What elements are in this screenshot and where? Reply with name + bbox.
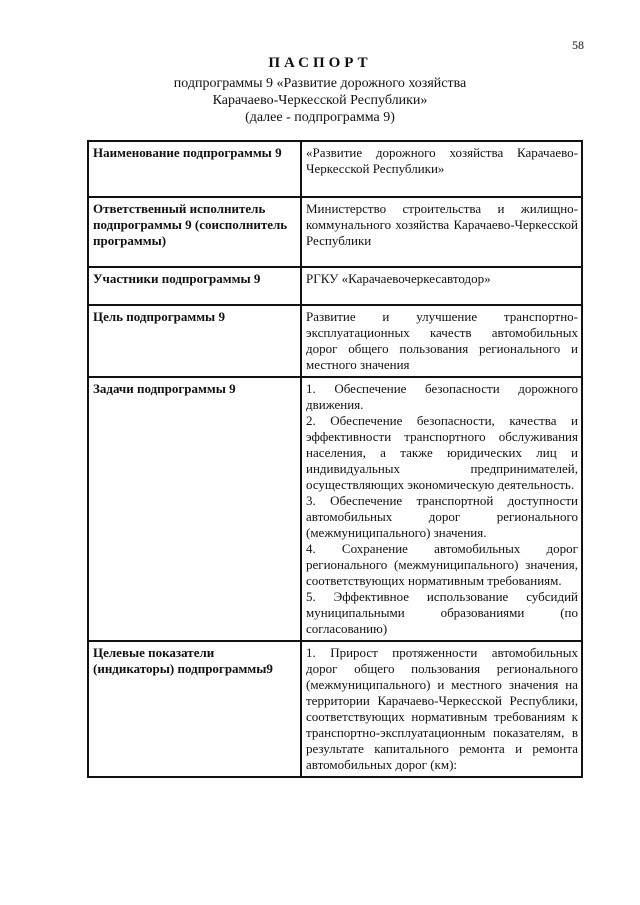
row-label: Ответственный исполнитель подпрограммы 9 (соисполнитель программы) [88, 197, 301, 267]
task-item: 4. Сохранение автомобильных дорог регионального (межмуниципального) значения, соответствующих нормативным требованиям. [306, 541, 578, 588]
row-value: «Развитие дорожного хозяйства Карачаево-Черкесской Республики» [301, 141, 582, 197]
row-value: Министерство строительства и жилищно-коммунального хозяйства Карачаево-Черкесской Республики [301, 197, 582, 267]
table-row [88, 377, 582, 641]
table-row [88, 267, 582, 305]
row-label: Участники подпрограммы 9 [88, 267, 301, 305]
row-label: Задачи подпрограммы 9 [88, 377, 301, 641]
row-label: Целевые показатели (индикаторы) подпрограммы9 [88, 641, 301, 777]
row-value: РГКУ «Карачаевочеркесавтодор» [301, 267, 582, 305]
table-row [88, 641, 582, 777]
document-title: ПАСПОРТ [268, 55, 372, 71]
task-item: 2. Обеспечение безопасности, качества и эффективности транспортного обслуживания населения, а также юридических лиц и индивидуальных предпринимателей, осуществляющих экономическую деятельность. [306, 413, 578, 492]
subtitle-line: подпрограммы 9 «Развитие дорожного хозяйства [173, 76, 467, 91]
page-number: 58 [572, 38, 584, 52]
table-row [88, 305, 582, 377]
row-value: 1. Прирост протяженности автомобильных дорог общего пользования регионального (межмуниципального) и местного значения на территории Карачаево-Черкесской Республики, соответствующих нормативным требованиям к транспортно-эксплуатационным показателям, в результате капитального ремонта и ремонта автомобильных дорог (км): [301, 641, 582, 777]
passport-table [87, 140, 583, 778]
document-subtitle [0, 75, 640, 126]
table-row [88, 197, 582, 267]
task-item: 1. Обеспечение безопасности дорожного движения. [306, 381, 578, 412]
task-item: 3. Обеспечение транспортной доступности автомобильных дорог регионального (межмуниципального) значения. [306, 493, 578, 540]
row-value: Развитие и улучшение транспортно-эксплуатационных качеств автомобильных дорог общего пользования регионального и местного значения [301, 305, 582, 377]
subtitle-line: (далее - подпрограмма 9) [245, 110, 395, 125]
task-item: 5. Эффективное использование субсидий муниципальными образованиями (по согласованию) [306, 589, 578, 636]
table-row [88, 141, 582, 197]
subtitle-line: Карачаево-Черкесской Республики» [212, 93, 428, 108]
row-label: Цель подпрограммы 9 [88, 305, 301, 377]
row-value [301, 377, 582, 641]
row-label: Наименование подпрограммы 9 [88, 141, 301, 197]
